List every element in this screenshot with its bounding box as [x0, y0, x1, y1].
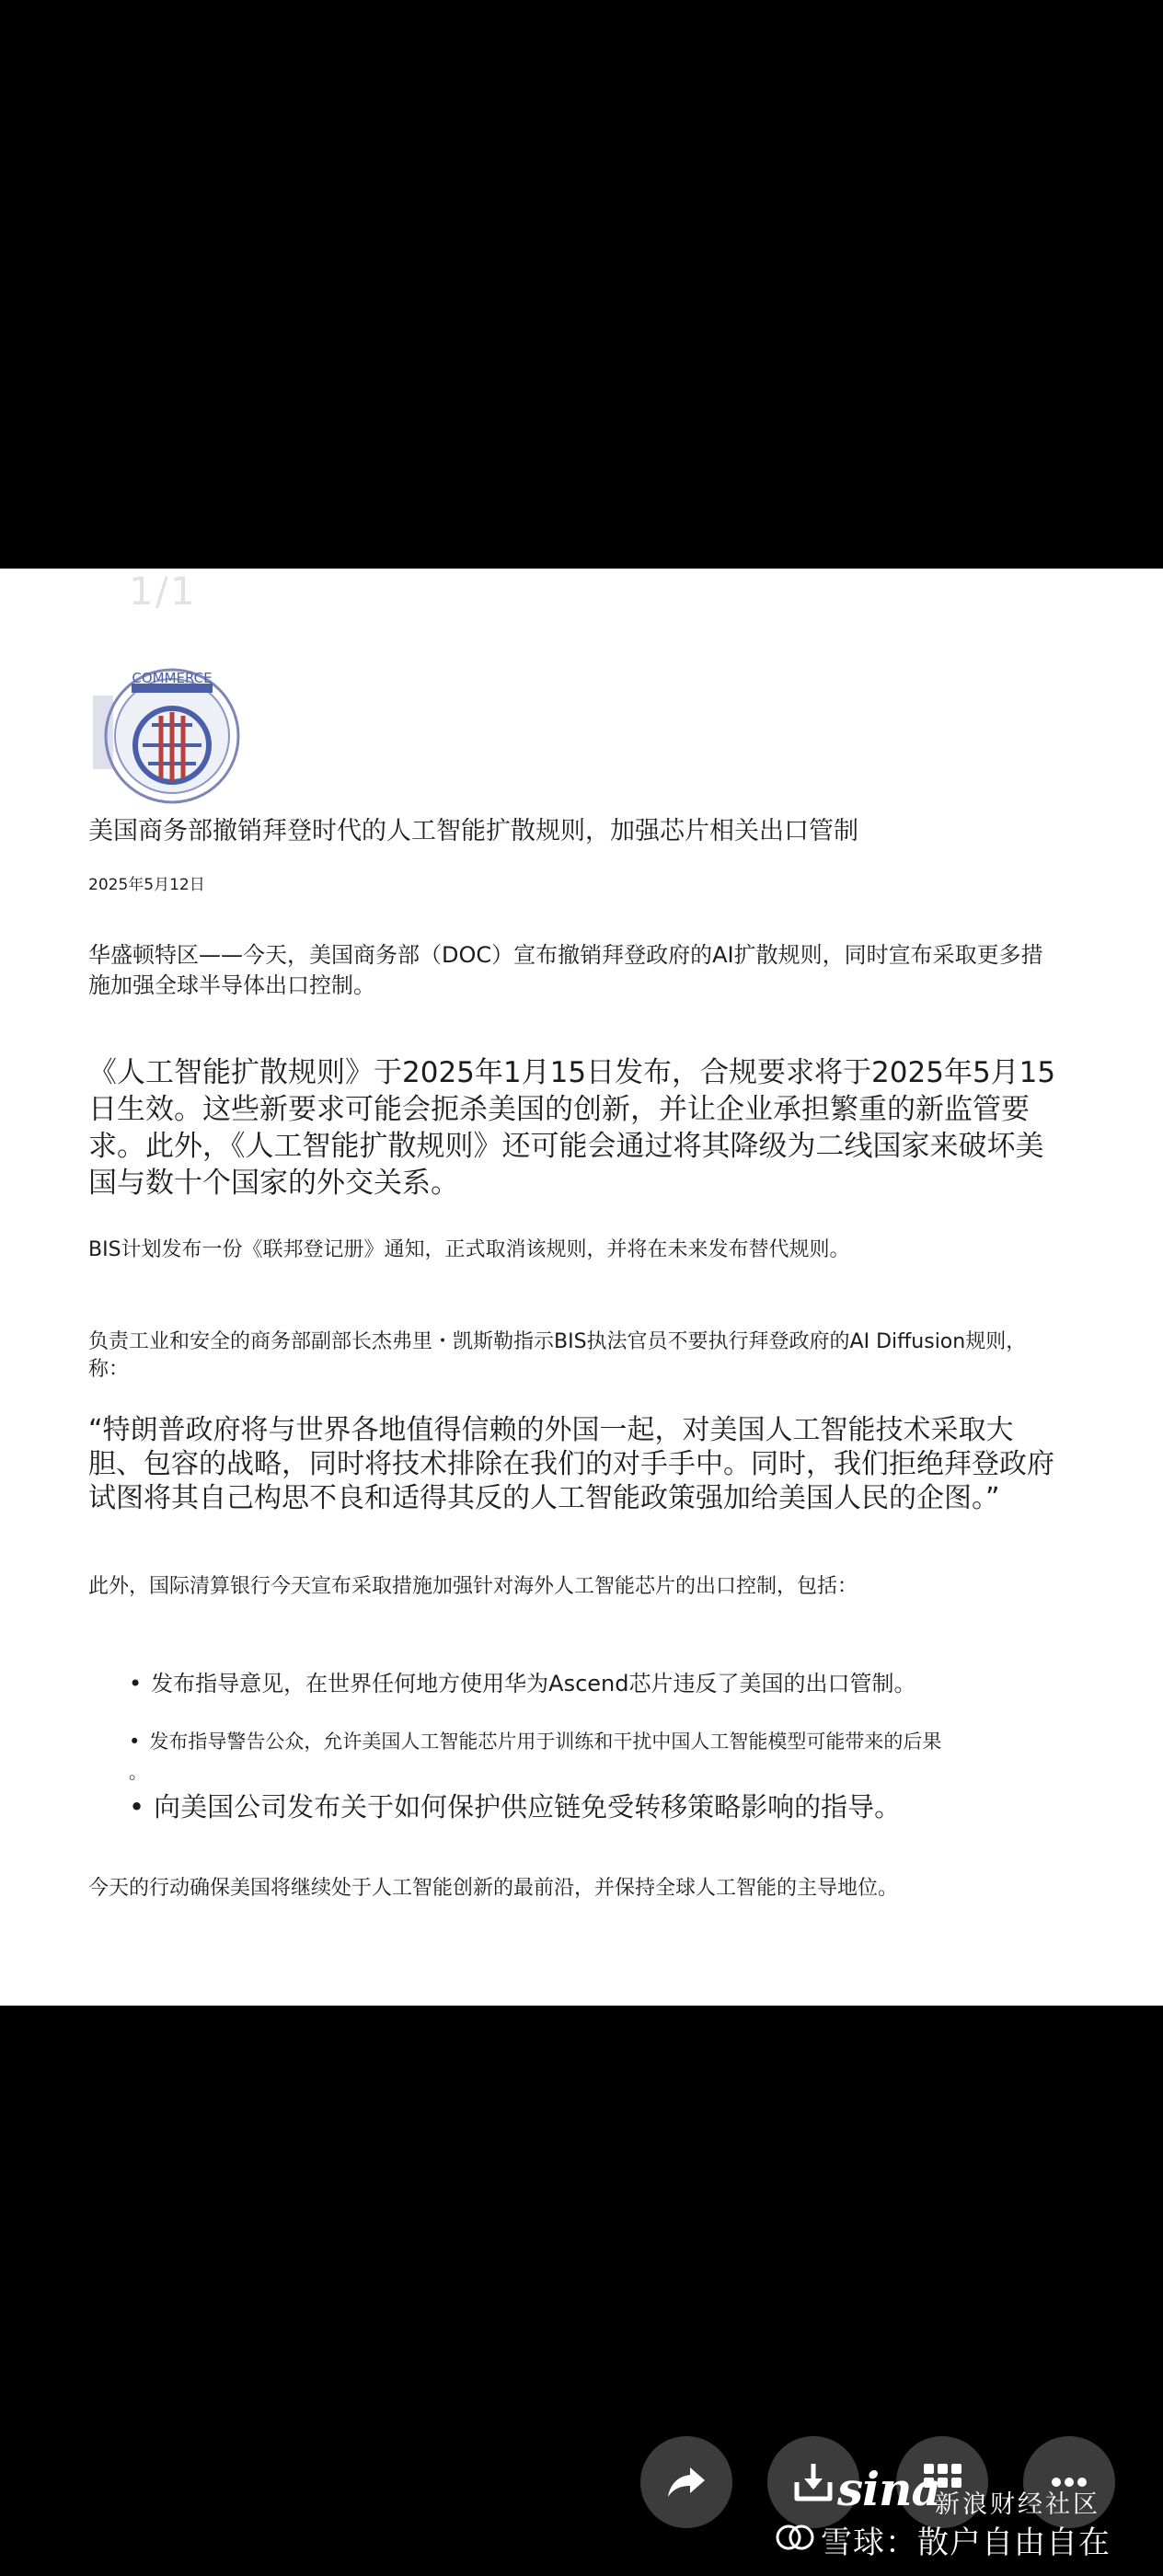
share-icon [662, 2458, 710, 2506]
bullet-text: 发布指导警告公众，允许美国人工智能芯片用于训练和干扰中国人工智能模型可能带来的后果 [149, 1731, 942, 1753]
commerce-seal-icon [87, 661, 248, 808]
sina-community-label: 新浪财经社区 [935, 2490, 1100, 2519]
article-title: 美国商务部撤销拜登时代的人工智能扩散规则，加强芯片相关出口管制 [88, 817, 858, 845]
bullet-text: 发布指导意见，在世界任何地方使用华为Ascend芯片违反了美国的出口管制。 [151, 1671, 916, 1696]
page-indicator: 1/1 [129, 569, 197, 614]
measures-intro: 此外，国际清算银行今天宣布采取措施加强针对海外人工智能芯片的出口控制，包括： [88, 1575, 858, 1598]
bullet-item [129, 1728, 1058, 1755]
share-button[interactable] [640, 2436, 732, 2528]
document-image [0, 569, 1163, 2006]
sina-logo: sina [837, 2462, 940, 2516]
article-date: 2025年5月12日 [88, 876, 205, 894]
quote-paragraph: “特朗普政府将与世界各地值得信赖的外国一起，对美国人工智能技术采取大胆、包容的战略，同时将技术排除在我们的对手手中。同时，我们拒绝拜登政府试图将其自己构思不良和适得其反的人工智能政策强加给美国人民的企图。” [88, 1414, 1054, 1514]
bullet-symbol: • [129, 1731, 141, 1753]
seal-lettering: COMMERCE [132, 670, 213, 686]
deputy-paragraph: 负责工业和安全的商务部副部长杰弗里・凯斯勒指示BIS执法官员不要执行拜登政府的AI Diffusion规则，称： [88, 1330, 1027, 1381]
bis-paragraph: BIS计划发布一份《联邦登记册》通知，正式取消该规则，并将在未来发布替代规则。 [88, 1238, 850, 1261]
xueqiu-logo-icon [775, 2519, 815, 2556]
bullet-item [129, 1669, 1058, 1698]
bullet-symbol: • [129, 1671, 143, 1696]
bullet-item [129, 1790, 1058, 1823]
closing-paragraph: 今天的行动确保美国将继续处于人工智能创新的最前沿，并保持全球人工智能的主导地位。 [88, 1877, 899, 1900]
xueqiu-user-label: 雪球：散户自由自在 [821, 2524, 1111, 2561]
bullet-symbol: • [129, 1791, 145, 1823]
bullet-tail-period: 。 [129, 1761, 147, 1783]
bullet-text: 向美国公司发布关于如何保护供应链免受转移策略影响的指导。 [154, 1791, 902, 1823]
source-watermark [773, 2462, 1159, 2563]
rule-paragraph: 《人工智能扩散规则》于2025年1月15日发布，合规要求将于2025年5月15日生效。这些新要求可能会扼杀美国的创新，并让企业承担繁重的新监管要求。此外，《人工智能扩散规则》还可能会通过将其降级为二线国家来破坏美国与数十个国家的外交关系。 [88, 1056, 1056, 1200]
lead-paragraph: 华盛顿特区——今天，美国商务部（DOC）宣布撤销拜登政府的AI扩散规则，同时宣布采取更多措施加强全球半导体出口控制。 [88, 942, 1043, 998]
